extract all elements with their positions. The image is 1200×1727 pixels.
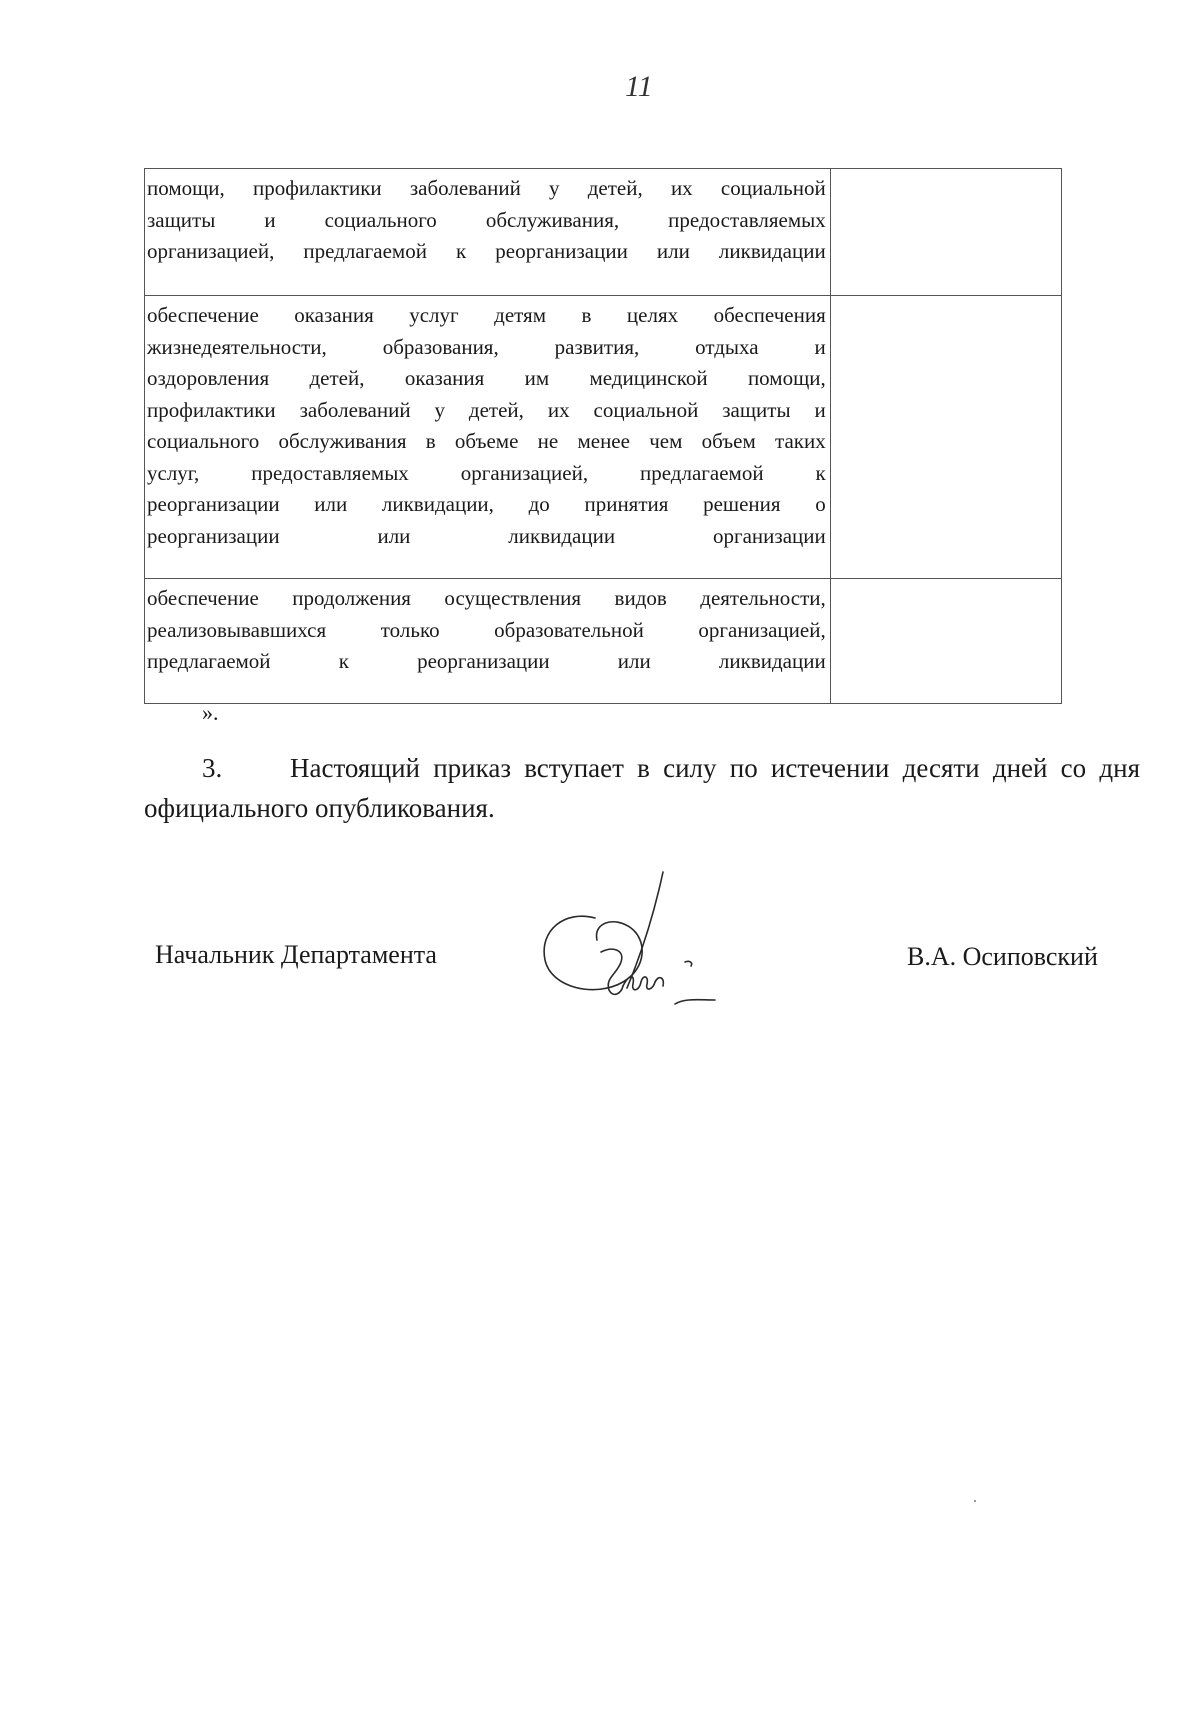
cell-line: организацией, предлагаемой к реорганизации или ликвидации bbox=[147, 239, 826, 263]
cell-line: помощи, профилактики заболеваний у детей, их социальной bbox=[147, 176, 826, 200]
cell-line: социального обслуживания в объеме не менее чем объем таких bbox=[147, 429, 826, 453]
cell-line: защиты и социального обслуживания, предоставляемых bbox=[147, 207, 826, 232]
cell-line: жизнедеятельности, образования, развития, отдыха и bbox=[147, 334, 826, 359]
cell-line: реорганизации или ликвидации организации bbox=[147, 523, 826, 548]
signer-title: Начальник Департамента bbox=[155, 940, 437, 969]
paragraph-text: Настоящий приказ вступает в силу по истечении десяти дней со дня bbox=[290, 753, 1140, 783]
table-row bbox=[145, 169, 1062, 296]
cell-line: обеспечение оказания услуг детям в целях обеспечения bbox=[147, 303, 826, 327]
table-row bbox=[145, 296, 1062, 579]
table-cell-text bbox=[145, 169, 831, 296]
closing-quote: ». bbox=[202, 700, 219, 725]
paragraph-line bbox=[144, 748, 1140, 788]
paragraph-3 bbox=[144, 748, 1140, 828]
scan-speck bbox=[974, 1500, 976, 1502]
cell-line: предлагаемой к реорганизации или ликвидации bbox=[147, 649, 826, 673]
measures-table bbox=[144, 168, 1062, 704]
cell-line: оздоровления детей, оказания им медицинской помощи, bbox=[147, 366, 826, 390]
table-row bbox=[145, 579, 1062, 704]
table-cell-empty bbox=[830, 579, 1061, 704]
page-number: 11 bbox=[625, 70, 653, 103]
table-cell-empty bbox=[830, 169, 1061, 296]
cell-line: реализовывавшихся только образовательной организацией, bbox=[147, 617, 826, 642]
table-cell-text bbox=[145, 579, 831, 704]
handwritten-signature bbox=[535, 870, 735, 1020]
paragraph-line: официального опубликования. bbox=[144, 793, 495, 823]
cell-line: реорганизации или ликвидации, до принятия решения о bbox=[147, 492, 826, 516]
cell-line: услуг, предоставляемых организацией, предлагаемой к bbox=[147, 460, 826, 485]
cell-line: профилактики заболеваний у детей, их социальной защиты и bbox=[147, 397, 826, 422]
cell-line: обеспечение продолжения осуществления видов деятельности, bbox=[147, 586, 826, 610]
table-cell-empty bbox=[830, 296, 1061, 579]
signer-name: В.А. Осиповский bbox=[907, 942, 1098, 971]
table-cell-text bbox=[145, 296, 831, 579]
paragraph-number: 3. bbox=[202, 753, 223, 783]
